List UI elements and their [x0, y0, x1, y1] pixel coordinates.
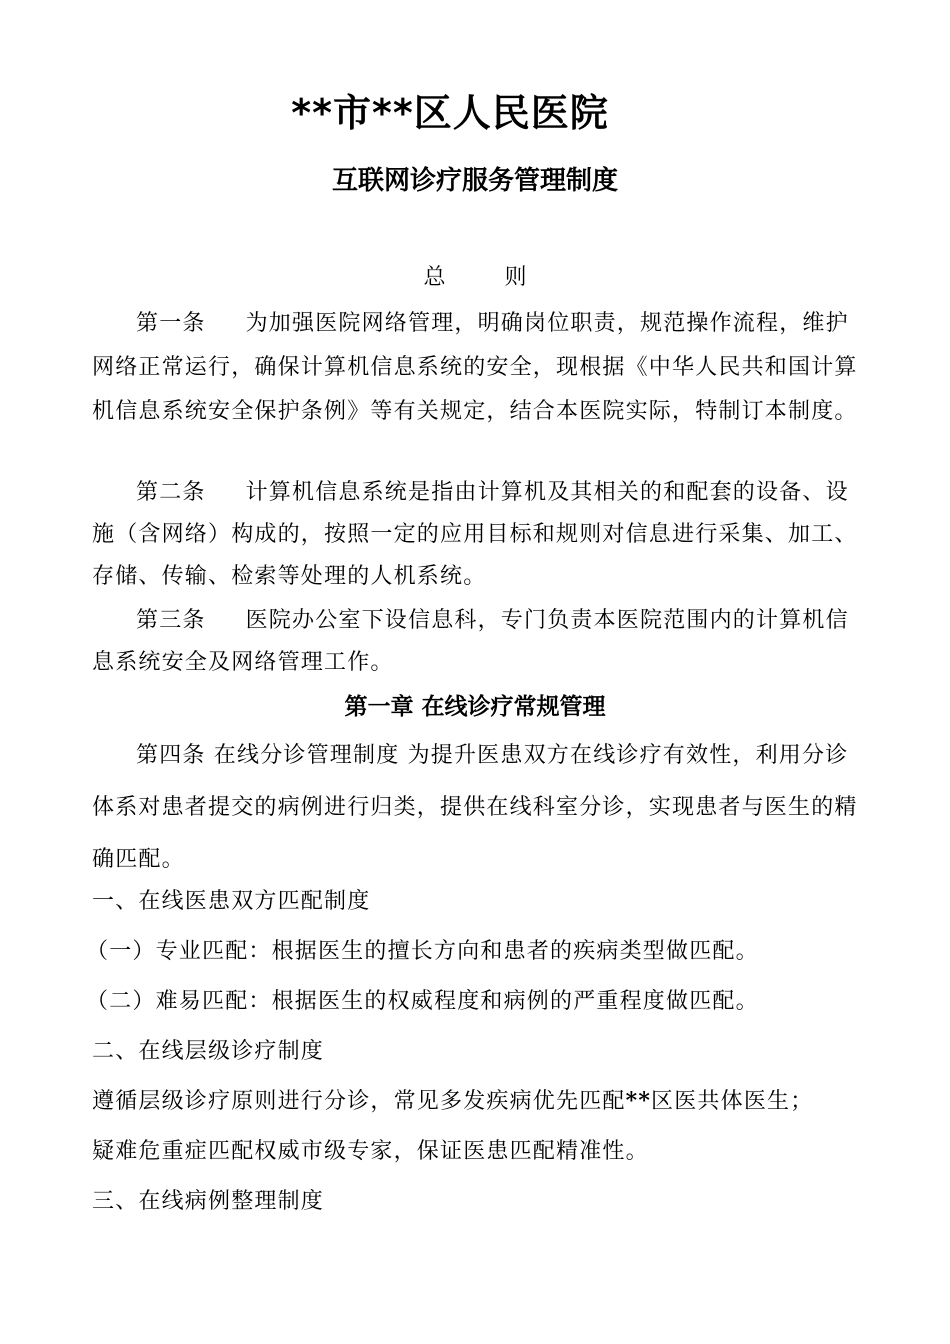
item-1-heading: 一、在线医患双方匹配制度	[92, 889, 371, 914]
article-4	[92, 730, 860, 886]
item-2-text-b: 区医共体医生；	[651, 1089, 814, 1114]
document-subtitle: 互联网诊疗服务管理制度	[331, 166, 618, 196]
article-1-text: 为加强医院网络管理，明确岗位职责，规范操作流程，维护网络正常运行，确保计算机信息系统的安全，现根据《中华人民共和国计算机信息系统安全保护条例》等有关规定，结合本医院实际，特制订本制度。	[92, 311, 858, 424]
article-3	[92, 600, 860, 684]
article-3-text: 医院办公室下设信息科，专门负责本医院范围内的计算机信息系统安全及网络管理工作。	[92, 608, 849, 675]
item-2-text-line2: 疑难危重症匹配权威市级专家，保证医患匹配精准性。	[92, 1139, 649, 1164]
general-provisions-heading: 总 则	[423, 265, 553, 290]
chapter-1-heading: 第一章 在线诊疗常规管理	[344, 694, 606, 720]
article-2-text: 计算机信息系统是指由计算机及其相关的和配套的设备、设施（含网络）构成的，按照一定的应用目标和规则对信息进行采集、加工、存储、传输、检索等处理的人机系统。	[92, 480, 858, 589]
item-2-text-bold: **	[625, 1088, 652, 1114]
article-1-label: 第一条	[136, 311, 206, 336]
item-2-heading: 二、在线层级诊疗制度	[92, 1039, 325, 1064]
article-4-text: 第四条 在线分诊管理制度 为提升医患双方在线诊疗有效性，利用分诊体系对患者提交的病例进行归类，提供在线科室分诊，实现患者与医生的精确匹配。	[92, 743, 858, 872]
item-1-2: （二）难易匹配：根据医生的权威程度和病例的严重程度做匹配。	[86, 989, 759, 1014]
document-title: **市**区人民医院	[291, 91, 609, 135]
item-3-heading: 三、在线病例整理制度	[92, 1189, 325, 1214]
article-3-label: 第三条	[136, 608, 206, 633]
item-1-1: （一）专业匹配：根据医生的擅长方向和患者的疾病类型做匹配。	[86, 939, 759, 964]
article-2	[92, 472, 860, 598]
item-2-text-line1	[92, 1084, 872, 1115]
item-2-text-a: 遵循层级诊疗原则进行分诊，常见多发疾病优先匹配	[92, 1089, 626, 1114]
article-1	[92, 302, 860, 434]
article-2-label: 第二条	[136, 480, 206, 505]
